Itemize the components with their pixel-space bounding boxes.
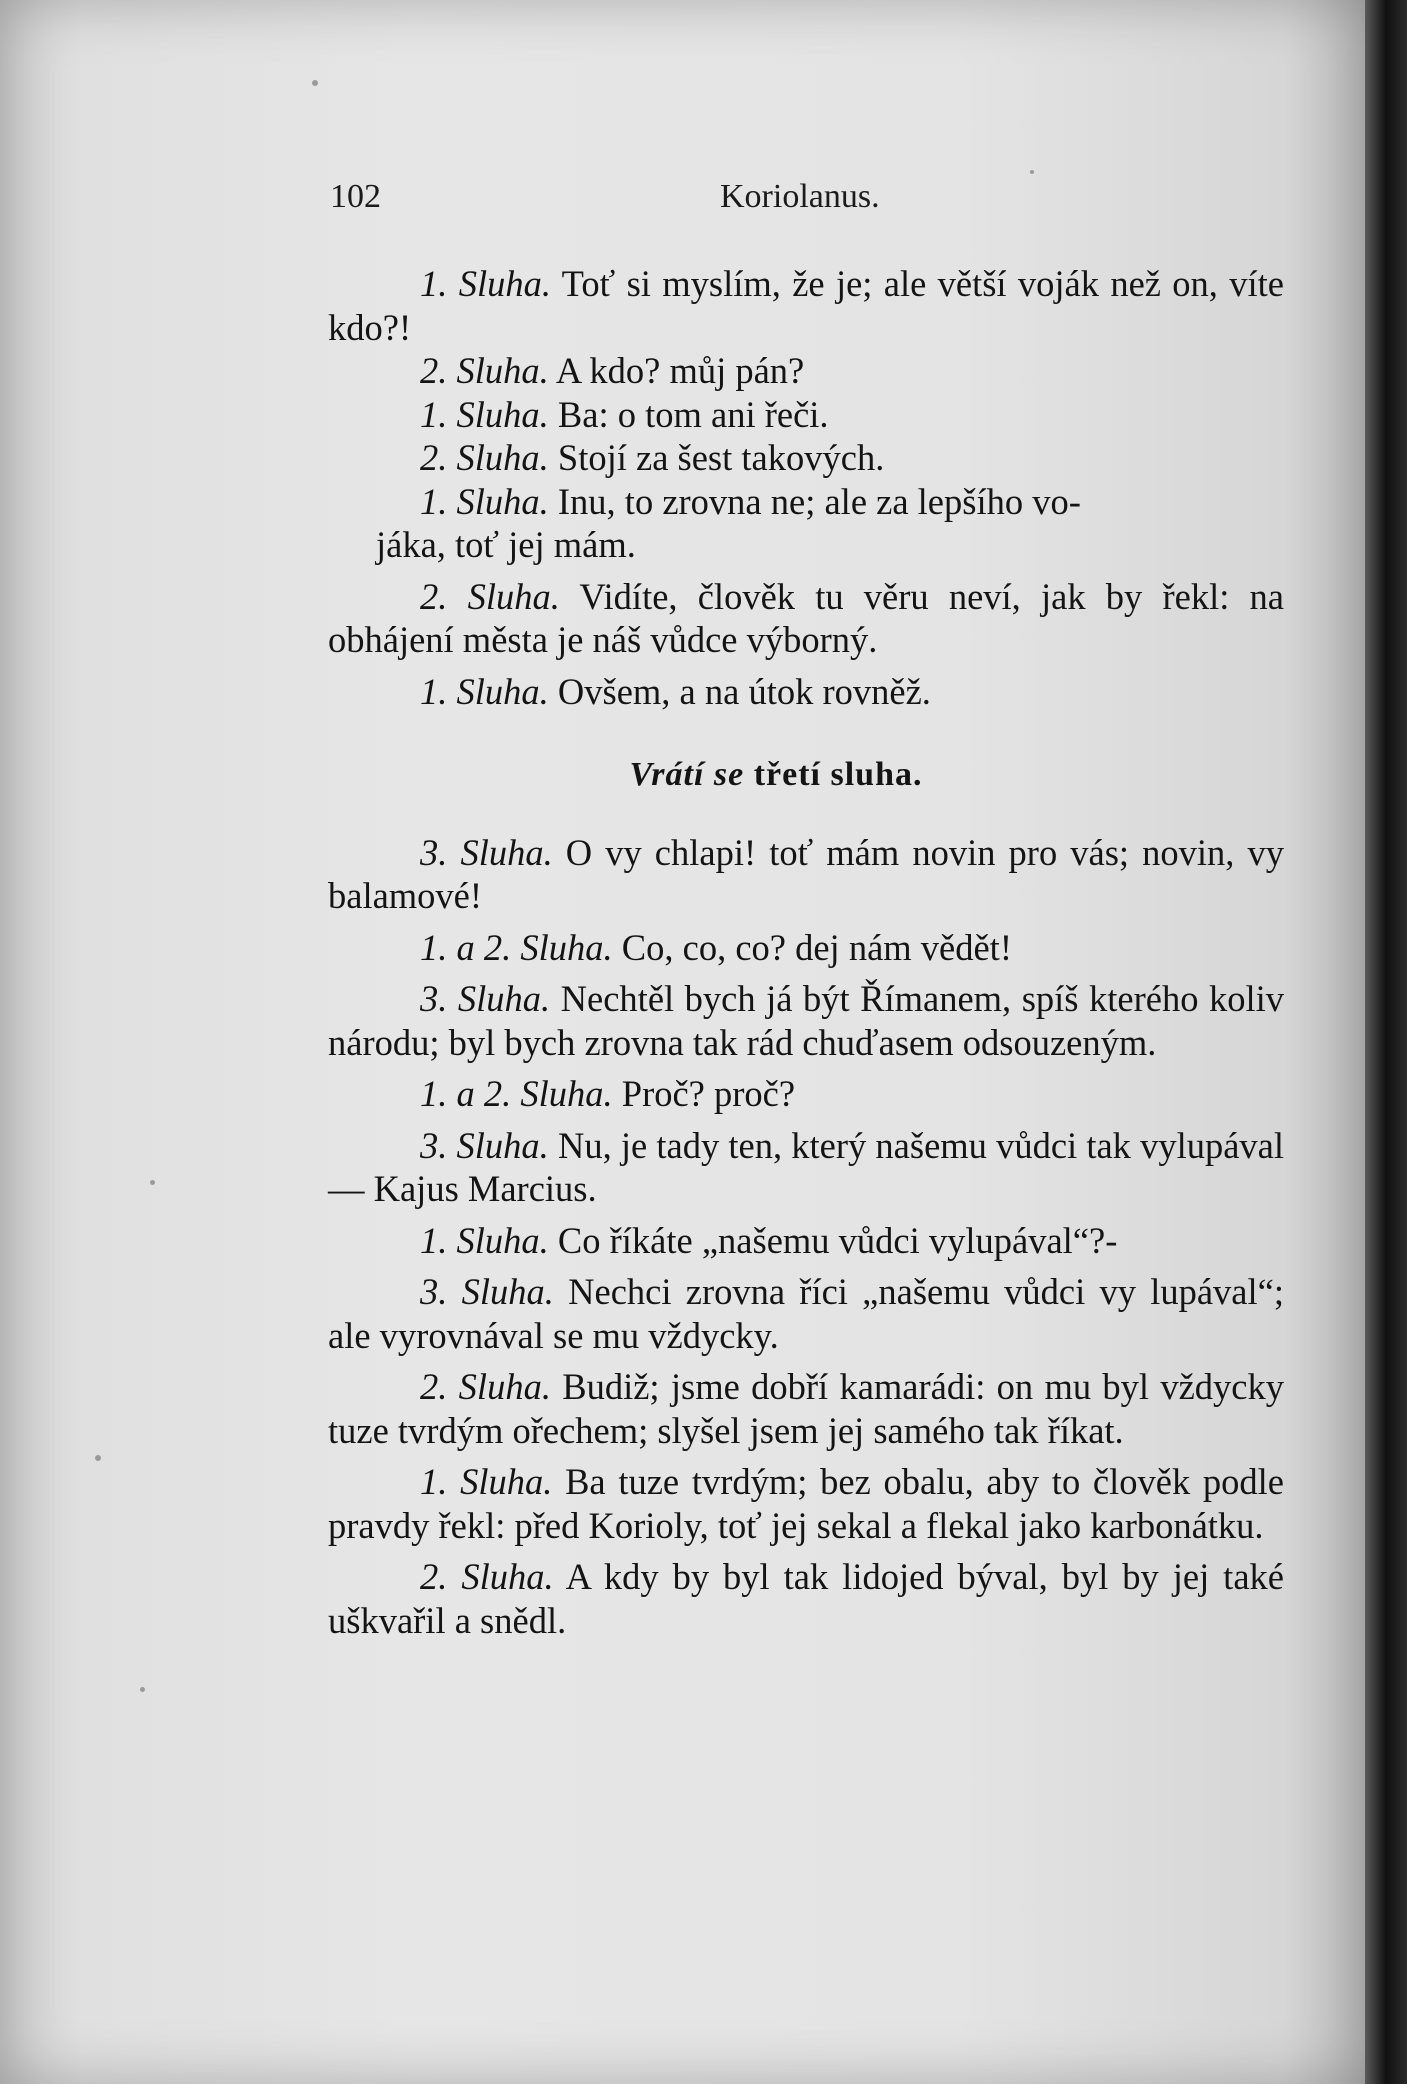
speech-text: Ovšem, a na útok rovněž. [557, 670, 931, 712]
speech [328, 1460, 1284, 1547]
paper-speck [312, 80, 318, 86]
stage-direction-bold: třetí sluha. [753, 756, 923, 793]
speech [328, 393, 1284, 437]
speech [328, 1270, 1284, 1357]
paper-speck [140, 1687, 145, 1692]
paper-speck [1030, 170, 1034, 174]
speaker: 1. Sluha. [420, 670, 549, 712]
paper-speck [95, 1455, 101, 1461]
speech-text: Vidíte, člověk tu věru neví, jak by řekl: na obhájení města je náš vůdce výborný. [328, 575, 1284, 660]
speech-text: Stojí za šest takových. [557, 437, 885, 478]
speech [328, 831, 1284, 918]
speech [328, 262, 1284, 349]
speaker: 2. Sluha. [420, 575, 560, 617]
speech [328, 670, 1284, 714]
speech-text: Co, co, co? dej nám vědět! [621, 926, 1012, 968]
speaker: 3. Sluha. [420, 831, 553, 873]
speech [328, 436, 1284, 480]
speaker: 1. Sluha. [420, 393, 549, 435]
speech-text: Budiž; jsme dobří kamarádi: on mu byl vždycky tuze tvrdým ořechem; slyšel jsem jej samého tak říkat. [328, 1366, 1284, 1451]
speech-continuation [328, 523, 1284, 567]
speech-text: O vy chlapi! toť mám novin pro vás; novin, vy balamové! [328, 831, 1284, 916]
speech-text: Nu, je tady ten, který našemu vůdci tak vylupával — Kajus Marcius. [328, 1124, 1284, 1209]
speaker: 2. Sluha. [420, 350, 549, 391]
speech-text: jáka, toť jej mám. [376, 524, 636, 565]
speaker: 1. a 2. Sluha. [420, 1073, 613, 1114]
paper-speck [150, 1180, 155, 1185]
speech-text: A kdo? můj pán? [555, 350, 805, 391]
speech [328, 575, 1284, 662]
speech [328, 977, 1284, 1064]
speaker: 3. Sluha. [420, 1124, 549, 1166]
speaker: 1. Sluha. [420, 480, 549, 522]
speaker: 3. Sluha. [420, 978, 551, 1019]
speech [328, 1365, 1284, 1452]
speech-text: Nechci zrovna říci „našemu vůdci vy lupával“; ale vyrovnával se mu vždycky. [328, 1271, 1284, 1356]
stage-direction [328, 753, 1284, 797]
speech [328, 1555, 1284, 1642]
speech [328, 349, 1284, 393]
speaker: 1. Sluha. [420, 263, 551, 304]
book-spine-edge [1365, 0, 1407, 2084]
play-text [328, 262, 1284, 1642]
speaker: 2. Sluha. [420, 1366, 551, 1407]
speech [328, 480, 1284, 524]
speech-text: Ba: o tom ani řeči. [557, 393, 829, 435]
speech-text: Ba tuze tvrdým; bez obalu, aby to člověk podle pravdy řekl: před Korioly, toť jej sekal a flekal jako karbonátku. [328, 1461, 1284, 1546]
speech-text: Inu, to zrovna ne; ale za lepšího vo- [557, 480, 1081, 522]
speech-text: Proč? proč? [621, 1073, 796, 1114]
speaker: 1. a 2. Sluha. [420, 926, 613, 968]
speaker: 3. Sluha. [420, 1271, 554, 1312]
speaker: 2. Sluha. [420, 1556, 554, 1597]
speaker: 1. Sluha. [420, 1461, 553, 1502]
speech-text: Co říkáte „našemu vůdci vylupával“?- [557, 1219, 1118, 1261]
running-title: Koriolanus. [720, 178, 880, 215]
page-header [330, 178, 1274, 218]
speech [328, 926, 1284, 970]
speech [328, 1124, 1284, 1211]
page-number: 102 [330, 178, 381, 215]
speaker: 2. Sluha. [420, 437, 549, 478]
speaker: 1. Sluha. [420, 1219, 549, 1261]
stage-direction-italic: Vrátí se [629, 756, 745, 793]
speech [328, 1072, 1284, 1116]
speech [328, 1219, 1284, 1263]
speech-text: Toť si myslím, že je; ale větší voják než on, víte kdo?! [328, 263, 1284, 348]
speech-text: A kdy by byl tak lidojed býval, byl by jej také uškvařil a snědl. [328, 1556, 1284, 1641]
speech-text: Nechtěl bych já být Římanem, spíš kterého koliv národu; byl bych zrovna tak rád chuďasem odsouzeným. [328, 978, 1284, 1063]
